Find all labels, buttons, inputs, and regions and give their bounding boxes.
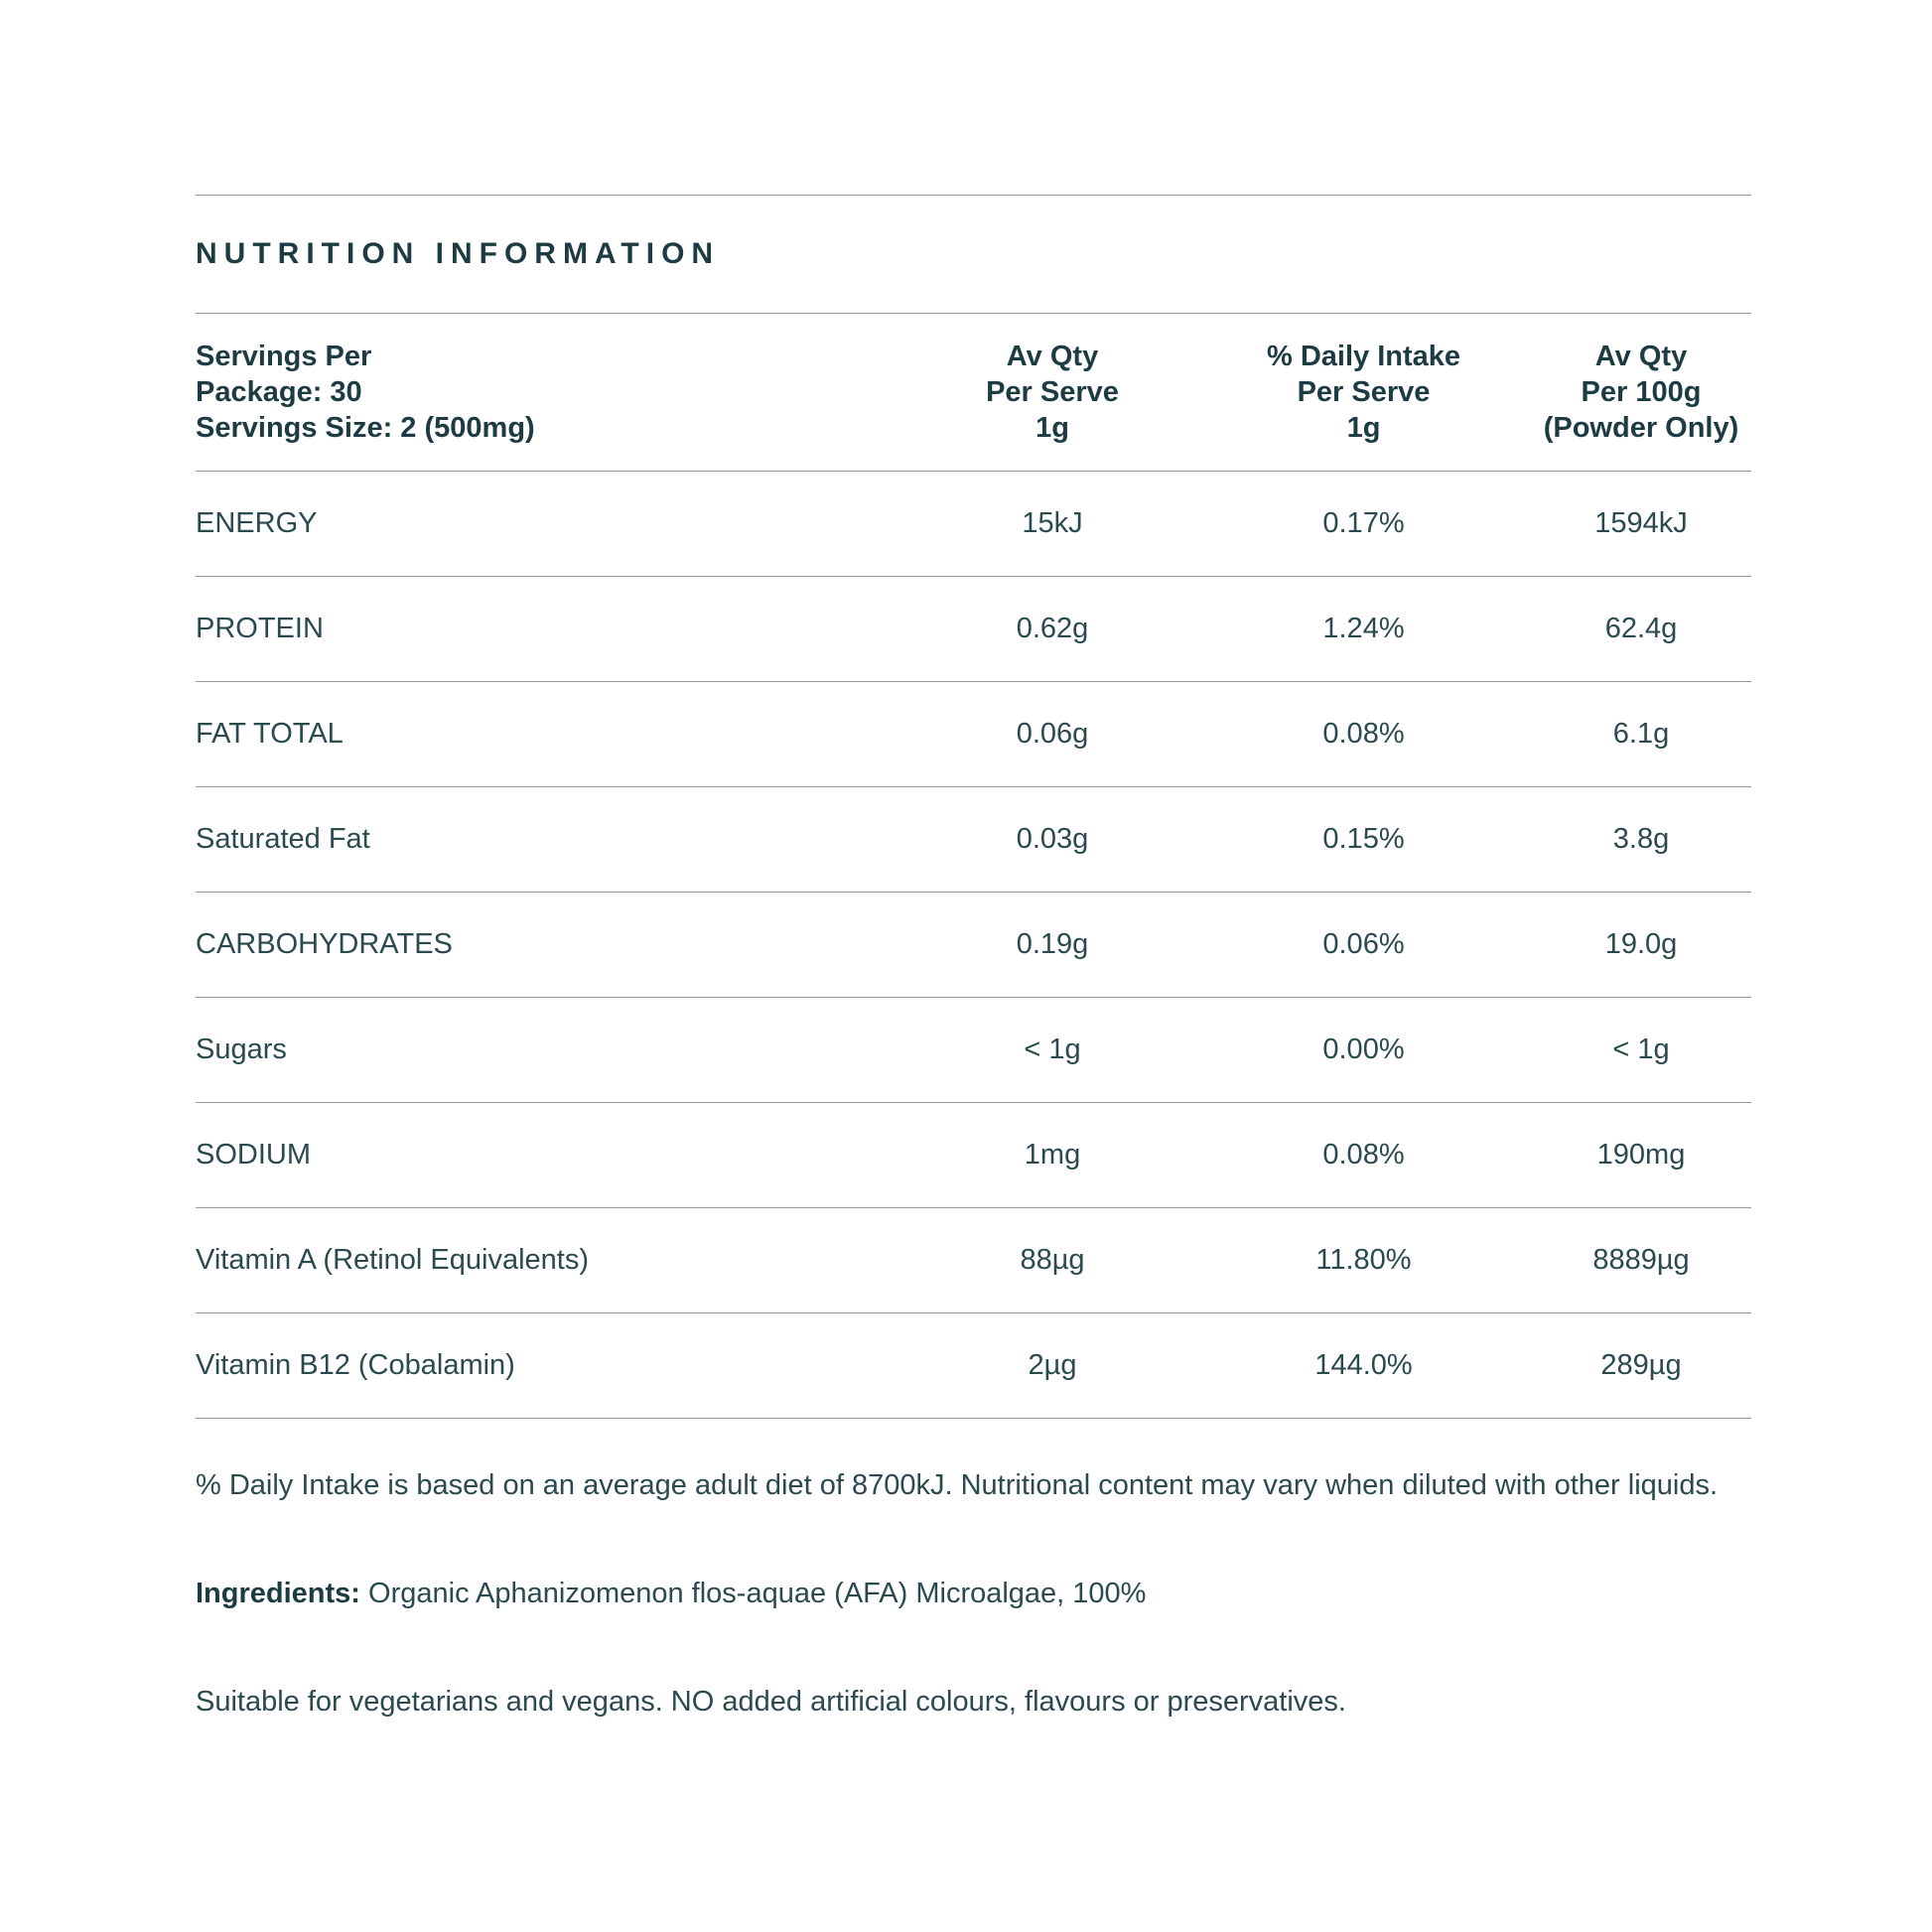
daily-intake-value: 0.00%	[1196, 998, 1531, 1103]
daily-intake-value: 11.80%	[1196, 1208, 1531, 1313]
suitability-note: Suitable for vegetarians and vegans. NO added artificial colours, flavours or preservatives.	[196, 1686, 1346, 1718]
nutrient-label: SODIUM	[196, 1103, 908, 1208]
header-line: Per Serve	[986, 376, 1119, 408]
daily-intake-value: 0.06%	[1196, 893, 1531, 998]
daily-intake-value: 0.17%	[1196, 472, 1531, 577]
per-serve-value: 0.62g	[908, 577, 1196, 682]
per-serve-value: 88µg	[908, 1208, 1196, 1313]
per-serve-value: 0.03g	[908, 787, 1196, 893]
ingredients-label: Ingredients:	[196, 1578, 360, 1609]
per-serve-value: 0.19g	[908, 893, 1196, 998]
daily-intake-note: % Daily Intake is based on an average adult diet of 8700kJ. Nutritional content may vary when diluted with other liquids.	[196, 1469, 1719, 1501]
nutrition-panel	[196, 195, 1751, 1722]
table-row	[196, 682, 1751, 787]
header-av-qty-per-100g	[1531, 314, 1751, 472]
per-100g-value: 1594kJ	[1531, 472, 1751, 577]
table-header-row	[196, 314, 1751, 472]
table-row	[196, 1103, 1751, 1208]
nutrient-label: Saturated Fat	[196, 787, 908, 893]
per-100g-value: 289µg	[1531, 1313, 1751, 1419]
header-line: Per 100g	[1581, 376, 1702, 408]
header-av-qty-per-serve	[908, 314, 1196, 472]
nutrient-label: Vitamin A (Retinol Equivalents)	[196, 1208, 908, 1313]
nutrient-label: PROTEIN	[196, 577, 908, 682]
nutrient-label: FAT TOTAL	[196, 682, 908, 787]
per-100g-value: < 1g	[1531, 998, 1751, 1103]
per-100g-value: 8889µg	[1531, 1208, 1751, 1313]
per-100g-value: 190mg	[1531, 1103, 1751, 1208]
header-line: (Powder Only)	[1543, 412, 1739, 444]
notes-section	[196, 1419, 1751, 1722]
table-row	[196, 577, 1751, 682]
per-serve-value: 0.06g	[908, 682, 1196, 787]
per-serve-value: 1mg	[908, 1103, 1196, 1208]
daily-intake-value: 1.24%	[1196, 577, 1531, 682]
daily-intake-value: 0.08%	[1196, 682, 1531, 787]
daily-intake-value: 0.08%	[1196, 1103, 1531, 1208]
header-daily-intake	[1196, 314, 1531, 472]
header-servings-line: Servings Size: 2 (500mg)	[196, 412, 535, 444]
nutrient-label: Vitamin B12 (Cobalamin)	[196, 1313, 908, 1419]
ingredients-text: Organic Aphanizomenon flos-aquae (AFA) Microalgae, 100%	[359, 1578, 1147, 1609]
per-100g-value: 19.0g	[1531, 893, 1751, 998]
header-line: Av Qty	[1006, 341, 1099, 372]
header-line: 1g	[1035, 412, 1069, 444]
header-servings-line: Package: 30	[196, 376, 362, 408]
table-row	[196, 1208, 1751, 1313]
header-line: % Daily Intake	[1266, 341, 1461, 372]
table-row	[196, 893, 1751, 998]
table-row	[196, 472, 1751, 577]
nutrition-title: NUTRITION INFORMATION	[196, 237, 721, 270]
table-row	[196, 1313, 1751, 1419]
nutrient-label: CARBOHYDRATES	[196, 893, 908, 998]
ingredients-note	[196, 1505, 1751, 1613]
per-100g-value: 62.4g	[1531, 577, 1751, 682]
per-serve-value: 2µg	[908, 1313, 1196, 1419]
per-100g-value: 6.1g	[1531, 682, 1751, 787]
header-line: 1g	[1346, 412, 1381, 444]
header-line: Av Qty	[1594, 341, 1688, 372]
header-servings	[196, 314, 908, 472]
nutrient-label: ENERGY	[196, 472, 908, 577]
nutrition-table	[196, 313, 1751, 1419]
per-100g-value: 3.8g	[1531, 787, 1751, 893]
header-line: Per Serve	[1297, 376, 1431, 408]
table-row	[196, 998, 1751, 1103]
per-serve-value: < 1g	[908, 998, 1196, 1103]
header-servings-line: Servings Per	[196, 341, 372, 372]
daily-intake-value: 144.0%	[1196, 1313, 1531, 1419]
nutrient-label: Sugars	[196, 998, 908, 1103]
daily-intake-value: 0.15%	[1196, 787, 1531, 893]
per-serve-value: 15kJ	[908, 472, 1196, 577]
table-row	[196, 787, 1751, 893]
